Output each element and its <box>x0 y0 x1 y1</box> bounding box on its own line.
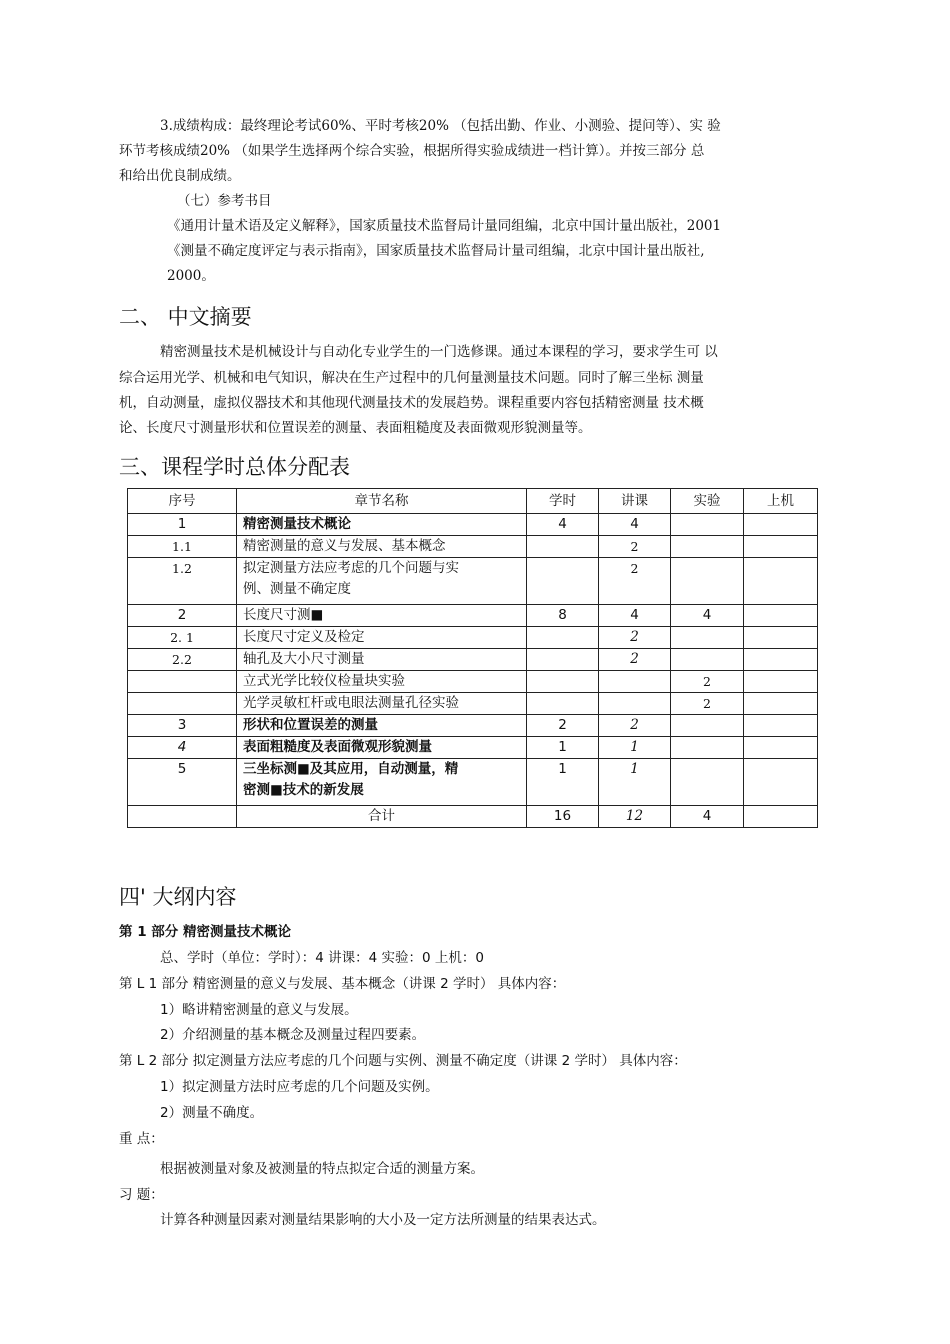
total-lecture: 12 <box>599 806 671 828</box>
row-hours <box>527 558 599 605</box>
subpart-2-title: 第 L 2 部分 拟定测量方法应考虑的几个问题与实例、测量不确定度（讲课 2 学时） 具体内容： <box>119 1053 687 1069</box>
header-hours: 学时 <box>527 489 599 514</box>
header-lab: 实验 <box>671 489 744 514</box>
total-computer <box>744 806 818 828</box>
subpart-2-item-1: 1）拟定测量方法时应考虑的几个问题及实例。 <box>160 1079 439 1095</box>
table-row <box>128 536 818 558</box>
total-lab: 4 <box>671 806 744 828</box>
header-chapter: 章节名称 <box>237 489 527 514</box>
row-name: 长度尺寸测■ <box>237 605 527 627</box>
header-lecture: 讲课 <box>599 489 671 514</box>
row-lab <box>671 737 744 759</box>
row-lab <box>671 759 744 806</box>
row-lecture: 4 <box>599 605 671 627</box>
row-lab: 2 <box>671 693 744 715</box>
row-name: 形状和位置误差的测量 <box>237 715 527 737</box>
row-computer <box>744 605 818 627</box>
row-computer <box>744 649 818 671</box>
row-name: 轴孔及大小尺寸测量 <box>237 649 527 671</box>
row-lab <box>671 536 744 558</box>
reference-1: 《通用计量术语及定义解释》，国家质量技术监督局计量同组编，北京中国计量出版社，2001 <box>167 218 722 234</box>
row-name: 精密测量的意义与发展、基本概念 <box>237 536 527 558</box>
row-hours <box>527 536 599 558</box>
grading-line-2: 环节考核成绩20% （如果学生选择两个综合实验，根据所得实验成绩进一档计算）。并按三部分 总 <box>119 143 705 159</box>
row-lecture: 2 <box>599 558 671 605</box>
subpart-2-item-2: 2）测量不确度。 <box>160 1105 264 1121</box>
grading-line-1: 3.成绩构成：最终理论考试60%、平时考核20% （包括出勤、作业、小测验、提问等）、实 验 <box>160 118 721 134</box>
part-1-hours: 总、学时（单位：学时）：4 讲课：4 实验：0 上机：0 <box>160 950 484 966</box>
row-hours <box>527 649 599 671</box>
row-hours: 1 <box>527 737 599 759</box>
grading-line-3: 和给出优良制成绩。 <box>119 168 241 184</box>
exercises-text: 计算各种测量因素对测量结果影响的大小及一定方法所测量的结果表达式。 <box>160 1212 606 1228</box>
table-row <box>128 649 818 671</box>
table-row <box>128 693 818 715</box>
subpart-1-item-1: 1）略讲精密测量的意义与发展。 <box>160 1002 358 1018</box>
table-row <box>128 558 818 605</box>
table-row <box>128 737 818 759</box>
row-lecture: 4 <box>599 514 671 536</box>
row-lecture: 2 <box>599 627 671 649</box>
row-lecture: 2 <box>599 536 671 558</box>
reference-2-line-2: 2000。 <box>167 268 215 284</box>
hours-allocation-table <box>127 488 818 828</box>
table-header-row <box>128 489 818 514</box>
row-hours: 4 <box>527 514 599 536</box>
total-label: 合计 <box>237 806 527 828</box>
row-name: 表面粗糙度及表面微观形貌测量 <box>237 737 527 759</box>
row-no: 4 <box>128 737 237 759</box>
row-no: 1 <box>128 514 237 536</box>
row-lecture: 1 <box>599 737 671 759</box>
row-computer <box>744 737 818 759</box>
row-lab <box>671 627 744 649</box>
row-computer <box>744 759 818 806</box>
row-computer <box>744 715 818 737</box>
row-no <box>128 693 237 715</box>
row-no <box>128 671 237 693</box>
total-hours: 16 <box>527 806 599 828</box>
row-name-line-1: 三坐标测■及其应用，自动测量，精 <box>243 761 459 777</box>
row-computer <box>744 558 818 605</box>
table-row <box>128 514 818 536</box>
row-hours: 1 <box>527 759 599 806</box>
row-name-line-2: 例、测量不确定度 <box>243 581 351 597</box>
row-hours <box>527 627 599 649</box>
row-computer <box>744 514 818 536</box>
row-name-line-1: 拟定测量方法应考虑的几个问题与实 <box>243 560 459 576</box>
row-no: 2 <box>128 605 237 627</box>
header-no: 序号 <box>128 489 237 514</box>
table-row <box>128 715 818 737</box>
row-lecture: 2 <box>599 649 671 671</box>
row-hours <box>527 671 599 693</box>
abstract-line-1: 精密测量技术是机械设计与自动化专业学生的一门选修课。通过本课程的学习，要求学生可 以 <box>160 344 718 360</box>
key-points-label: 重 点： <box>119 1131 164 1147</box>
row-no: 1.2 <box>128 558 237 605</box>
row-no: 1.1 <box>128 536 237 558</box>
exercises-label: 习 题： <box>119 1187 164 1203</box>
section-4-heading: 四' 大纲内容 <box>119 885 237 909</box>
reference-2-line-1: 《测量不确定度评定与表示指南》，国家质量技术监督局计量司组编，北京中国计量出版社, <box>167 243 705 259</box>
row-hours <box>527 693 599 715</box>
row-hours: 2 <box>527 715 599 737</box>
abstract-line-3: 机，自动测量，虚拟仪器技术和其他现代测量技术的发展趋势。课程重要内容包括精密测量 技术概 <box>119 395 704 411</box>
table-row <box>128 605 818 627</box>
row-lab <box>671 649 744 671</box>
row-lecture: 1 <box>599 759 671 806</box>
row-name-line-2: 密测■技术的新发展 <box>243 782 364 798</box>
row-name <box>237 759 527 806</box>
row-no: 2. 1 <box>128 627 237 649</box>
table-total-row <box>128 806 818 828</box>
row-computer <box>744 671 818 693</box>
subpart-1-item-2: 2）介绍测量的基本概念及测量过程四要素。 <box>160 1027 426 1043</box>
row-lecture <box>599 671 671 693</box>
row-no: 5 <box>128 759 237 806</box>
row-no: 2.2 <box>128 649 237 671</box>
part-1-title: 第 1 部分 精密测量技术概论 <box>119 924 291 940</box>
section-3-heading: 三、课程学时总体分配表 <box>119 455 350 479</box>
row-no: 3 <box>128 715 237 737</box>
row-lab <box>671 715 744 737</box>
row-lab: 4 <box>671 605 744 627</box>
row-lab <box>671 558 744 605</box>
table-row <box>128 671 818 693</box>
subpart-1-title: 第 L 1 部分 精密测量的意义与发展、基本概念（讲课 2 学时） 具体内容： <box>119 976 566 992</box>
abstract-line-2: 综合运用光学、机械和电气知识，解决在生产过程中的几何量测量技术问题。同时了解三坐标 测量 <box>119 370 704 386</box>
row-lecture <box>599 693 671 715</box>
header-computer: 上机 <box>744 489 818 514</box>
row-name: 立式光学比较仪检量块实验 <box>237 671 527 693</box>
row-computer <box>744 536 818 558</box>
section-2-heading: 二、 中文摘要 <box>119 305 252 329</box>
references-heading: （七）参考书目 <box>177 193 272 209</box>
row-name: 精密测量技术概论 <box>237 514 527 536</box>
row-no <box>128 806 237 828</box>
row-computer <box>744 693 818 715</box>
row-lecture: 2 <box>599 715 671 737</box>
row-lab <box>671 514 744 536</box>
row-hours: 8 <box>527 605 599 627</box>
table-row <box>128 627 818 649</box>
row-name: 长度尺寸定义及检定 <box>237 627 527 649</box>
abstract-line-4: 论、长度尺寸测量形状和位置误差的测量、表面粗糙度及表面微观形貌测量等。 <box>119 420 592 436</box>
row-lab: 2 <box>671 671 744 693</box>
table-row <box>128 759 818 806</box>
row-name: 光学灵敏杠杆或电眼法测量孔径实验 <box>237 693 527 715</box>
row-computer <box>744 627 818 649</box>
row-name <box>237 558 527 605</box>
key-points-text: 根据被测量对象及被测量的特点拟定合适的测量方案。 <box>160 1161 484 1177</box>
